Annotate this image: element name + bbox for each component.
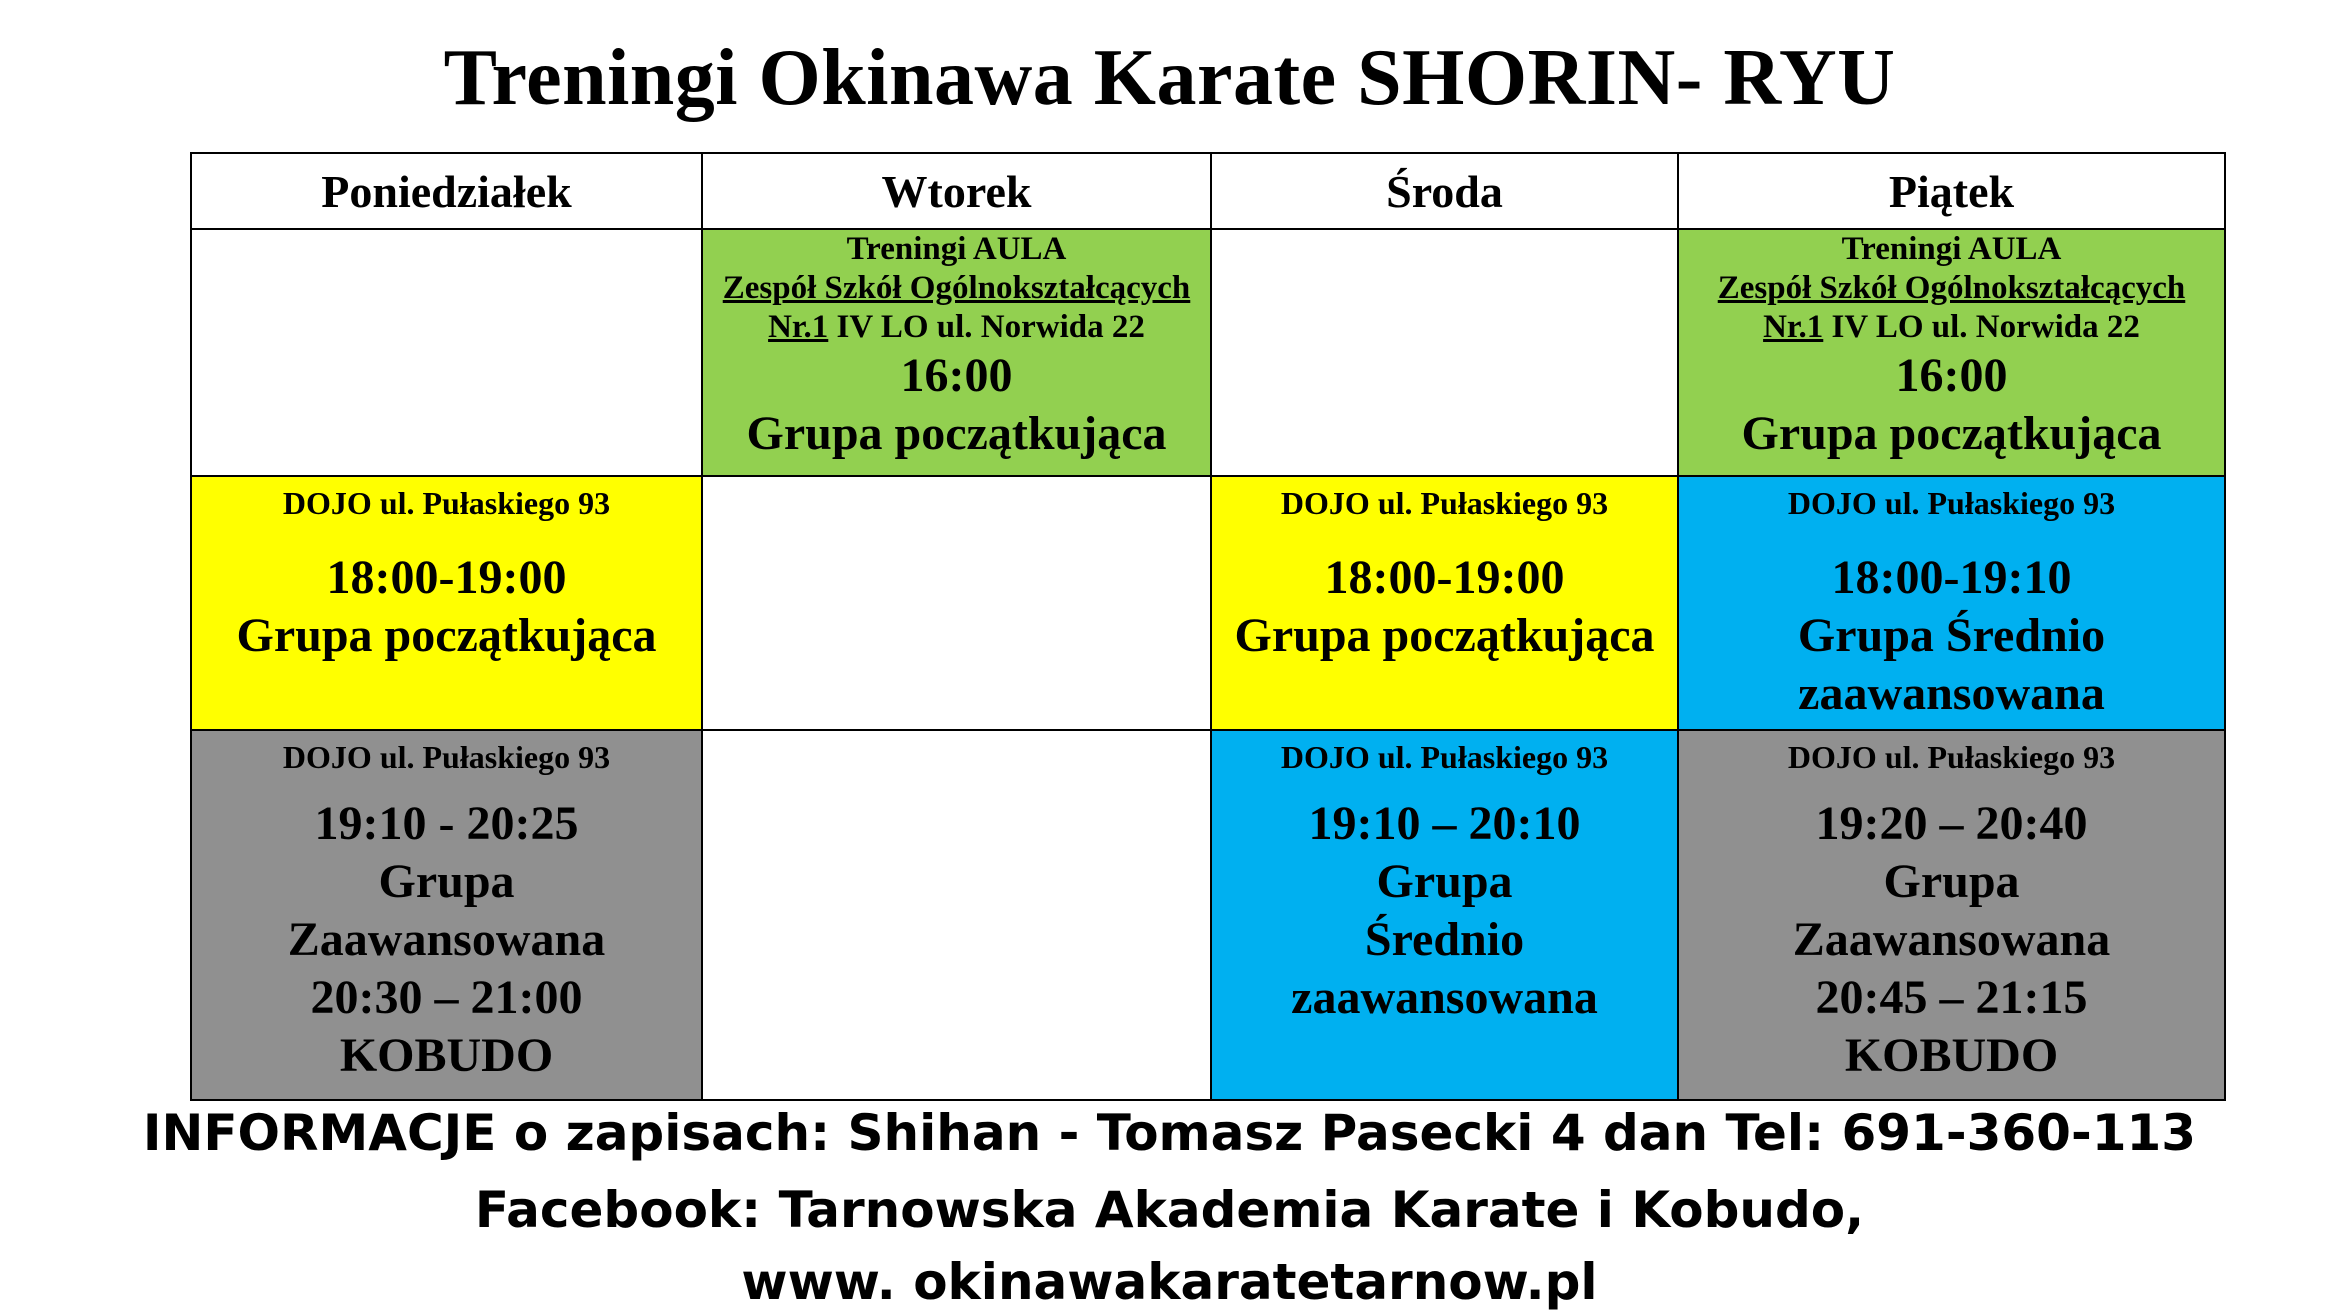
session-group: Grupa początkująca — [1234, 609, 1655, 662]
session-time: 16:00 — [900, 349, 1013, 402]
day-header-monday: Poniedziałek — [191, 153, 702, 229]
session-time: 18:00-19:10 — [1831, 551, 2072, 604]
schedule-row-3 — [191, 730, 2225, 1100]
session-group: Grupa początkująca — [1741, 407, 2162, 460]
school-street: IV LO ul. Norwida 22 — [828, 309, 1145, 345]
cell-wed-2 — [1211, 476, 1678, 730]
cell-wed-1 — [1211, 229, 1678, 476]
cell-mon-2 — [191, 476, 702, 730]
dojo-label: DOJO ul. Pułaskiego 93 — [1280, 739, 1609, 775]
school-street: IV LO ul. Norwida 22 — [1823, 309, 2140, 345]
session-group-level: zaawansowana — [1798, 667, 2105, 720]
aula-label: Treningi AULA — [1841, 231, 2062, 267]
schedule-row-1 — [191, 229, 2225, 476]
schedule-table — [190, 152, 2226, 1101]
day-header-wednesday: Środa — [1211, 153, 1678, 229]
dojo-label: DOJO ul. Pułaskiego 93 — [282, 739, 611, 775]
session-group: Grupa początkująca — [746, 407, 1167, 460]
dojo-label: DOJO ul. Pułaskiego 93 — [1280, 485, 1609, 521]
session-group: Grupa początkująca — [236, 609, 657, 662]
aula-label: Treningi AULA — [846, 231, 1067, 267]
school-name: Zespół Szkół Ogólnokształcących — [1717, 270, 2186, 306]
session-time: 19:10 – 20:10 — [1308, 797, 1581, 850]
session-time: 19:20 – 20:40 — [1815, 797, 2088, 850]
cell-mon-3 — [191, 730, 702, 1100]
session-group-level: Zaawansowana — [287, 913, 606, 966]
cell-tue-3 — [702, 730, 1211, 1100]
session-group-level-2: zaawansowana — [1291, 971, 1598, 1024]
session-group: Grupa Średnio — [1797, 609, 2106, 662]
cell-wed-3 — [1211, 730, 1678, 1100]
cell-fri-3 — [1678, 730, 2225, 1100]
session-time: 18:00-19:00 — [1324, 551, 1565, 604]
schedule-row-2 — [191, 476, 2225, 730]
session-time: 19:10 - 20:25 — [314, 797, 579, 850]
session-time: 18:00-19:00 — [326, 551, 567, 604]
session-extra: KOBUDO — [1844, 1029, 2059, 1082]
session-time: 16:00 — [1895, 349, 2008, 402]
website-link[interactable]: www. okinawakaratetarnow.pl — [741, 1253, 1598, 1311]
session-group: Grupa — [1376, 855, 1513, 908]
cell-fri-2 — [1678, 476, 2225, 730]
session-group-level: Zaawansowana — [1792, 913, 2111, 966]
day-header-tuesday: Wtorek — [702, 153, 1211, 229]
session-extra: KOBUDO — [339, 1029, 554, 1082]
school-number: Nr.1 — [768, 309, 829, 345]
dojo-label: DOJO ul. Pułaskiego 93 — [1787, 485, 2116, 521]
cell-mon-1 — [191, 229, 702, 476]
session-group: Grupa — [378, 855, 515, 908]
school-number: Nr.1 — [1763, 309, 1824, 345]
facebook-info: Facebook: Tarnowska Akademia Karate i Kobudo, — [474, 1181, 1865, 1239]
session-group: Grupa — [1883, 855, 2020, 908]
header-row — [191, 153, 2225, 229]
school-address — [703, 308, 1210, 347]
session-group-level: Średnio — [1364, 913, 1525, 966]
page-title: Treningi Okinawa Karate SHORIN- RYU — [443, 34, 1896, 122]
dojo-label: DOJO ul. Pułaskiego 93 — [282, 485, 611, 521]
dojo-label: DOJO ul. Pułaskiego 93 — [1787, 739, 2116, 775]
cell-tue-2 — [702, 476, 1211, 730]
cell-fri-1 — [1678, 229, 2225, 476]
session-time-2: 20:30 – 21:00 — [310, 971, 583, 1024]
contact-info: INFORMACJE o zapisach: Shihan - Tomasz Pasecki 4 dan Tel: 691-360-113 — [142, 1104, 2197, 1162]
session-time-2: 20:45 – 21:15 — [1815, 971, 2088, 1024]
day-header-friday: Piątek — [1678, 153, 2225, 229]
school-name: Zespół Szkół Ogólnokształcących — [722, 270, 1191, 306]
cell-tue-1 — [702, 229, 1211, 476]
school-address — [1679, 308, 2224, 347]
